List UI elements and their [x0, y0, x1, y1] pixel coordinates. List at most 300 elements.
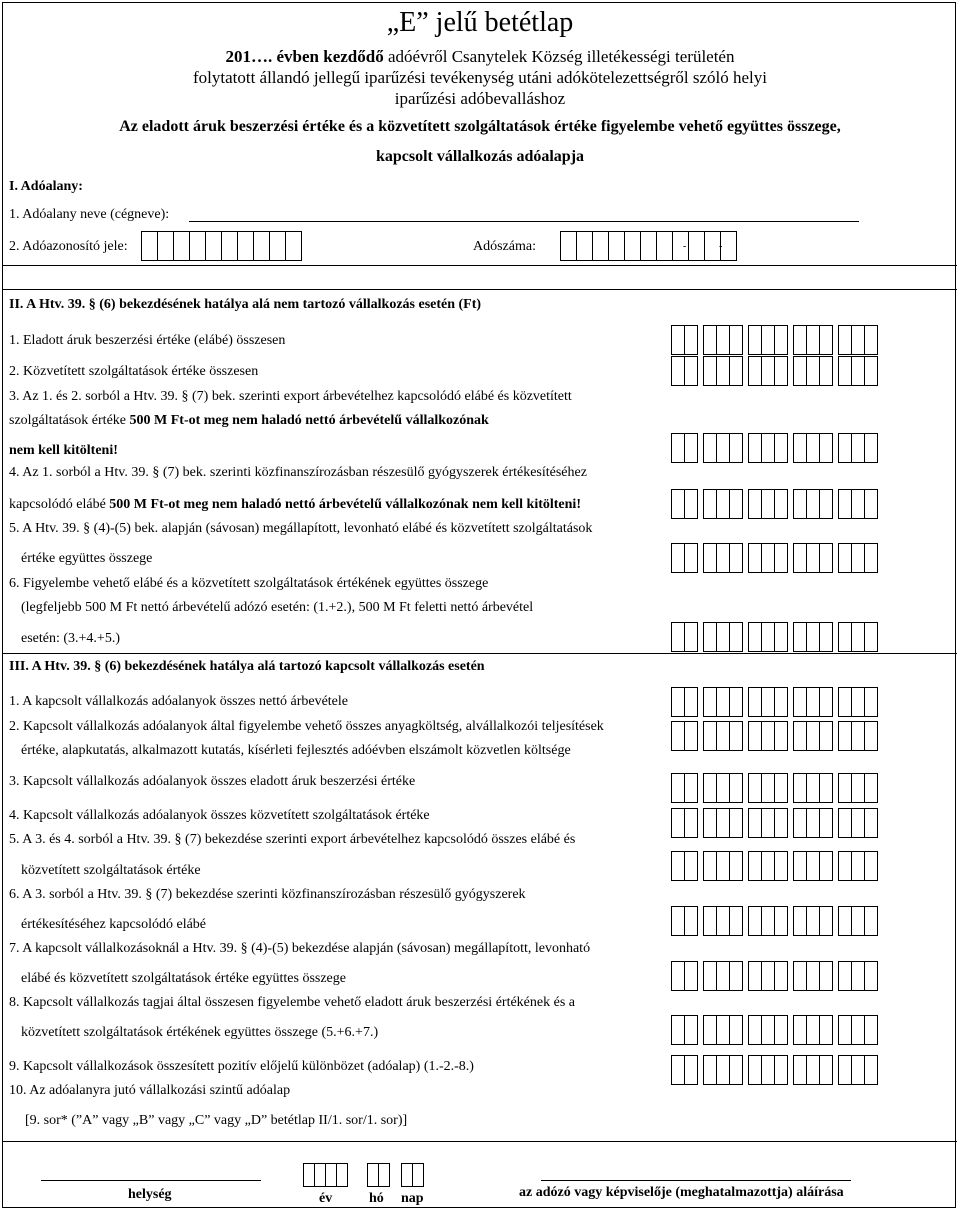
heading-line2: kapcsolt vállalkozás adóalapja: [375, 148, 585, 165]
digit-box[interactable]: [851, 1055, 865, 1085]
digit-box[interactable]: [703, 687, 717, 717]
digit-box[interactable]: [864, 851, 878, 881]
day-label: nap: [401, 1191, 424, 1206]
digit-box[interactable]: [864, 906, 878, 936]
digit-box[interactable]: [851, 489, 865, 519]
amount-box-row[interactable]: [671, 721, 877, 751]
digit-box[interactable]: [774, 721, 788, 751]
s3-row10-label-b: [9. sor* (”A” vagy „B” vagy „C” vagy „D” betétlap II/1. sor/1. sor)]: [25, 1113, 408, 1128]
digit-box[interactable]: [671, 906, 685, 936]
digit-box[interactable]: [671, 325, 685, 355]
digit-box[interactable]: [285, 231, 302, 261]
digit-box[interactable]: [774, 1015, 788, 1045]
s3-row2-label-a: 2. Kapcsolt vállalkozás adóalanyok által figyelembe vehető összes anyagköltség, alvállalkozói teljesítések: [9, 719, 604, 734]
digit-box[interactable]: [851, 906, 865, 936]
digit-box[interactable]: [793, 622, 807, 652]
digit-box[interactable]: [819, 1055, 833, 1085]
digit-box[interactable]: [838, 325, 852, 355]
digit-box[interactable]: [806, 356, 820, 386]
digit-box[interactable]: [774, 543, 788, 573]
s3-row5-label-a: 5. A 3. és 4. sorból a Htv. 39. § (7) bekezdése szerinti export árbevételhez kapcsolódó összes elábé és: [9, 832, 576, 847]
digit-box[interactable]: [793, 851, 807, 881]
digit-box[interactable]: [851, 773, 865, 803]
digit-box[interactable]: [761, 356, 775, 386]
digit-box[interactable]: [838, 961, 852, 991]
digit-box[interactable]: [793, 906, 807, 936]
digit-box[interactable]: [671, 433, 685, 463]
month-label: hó: [369, 1191, 384, 1206]
digit-box[interactable]: [761, 543, 775, 573]
digit-box[interactable]: [748, 687, 762, 717]
digit-box[interactable]: [748, 433, 762, 463]
amount-box-row[interactable]: [671, 356, 877, 386]
digit-box[interactable]: [793, 356, 807, 386]
digit-box[interactable]: [748, 851, 762, 881]
digit-box[interactable]: [774, 356, 788, 386]
digit-box[interactable]: [761, 687, 775, 717]
s3-row7-label-b: elábé és közvetített szolgáltatások értéke együttes összege: [21, 971, 346, 986]
digit-box[interactable]: [729, 543, 743, 573]
digit-box[interactable]: [819, 687, 833, 717]
digit-box[interactable]: [851, 622, 865, 652]
digit-box[interactable]: [819, 773, 833, 803]
tax-number-label: Adószáma:: [473, 239, 536, 254]
digit-box[interactable]: [864, 622, 878, 652]
digit-box[interactable]: [716, 773, 730, 803]
digit-box[interactable]: [221, 231, 238, 261]
digit-box[interactable]: [864, 687, 878, 717]
digit-box[interactable]: [851, 433, 865, 463]
digit-box[interactable]: [703, 808, 717, 838]
digit-box[interactable]: [819, 961, 833, 991]
digit-box[interactable]: [671, 808, 685, 838]
digit-box[interactable]: [671, 1015, 685, 1045]
tax-number-dash-1: -: [683, 241, 687, 252]
digit-box[interactable]: [761, 433, 775, 463]
digit-box[interactable]: [703, 325, 717, 355]
digit-box[interactable]: [671, 721, 685, 751]
digit-box[interactable]: [838, 721, 852, 751]
digit-box[interactable]: [864, 1055, 878, 1085]
digit-box[interactable]: [761, 325, 775, 355]
digit-box[interactable]: [806, 433, 820, 463]
digit-box[interactable]: [173, 231, 190, 261]
digit-box[interactable]: [684, 773, 698, 803]
digit-box[interactable]: [716, 325, 730, 355]
s3-row8-label-b: közvetített szolgáltatások értékének együttes összege (5.+6.+7.): [21, 1025, 379, 1040]
s2-row5-label-b: értéke együttes összege: [21, 551, 153, 566]
digit-box[interactable]: [793, 1015, 807, 1045]
digit-box[interactable]: [864, 325, 878, 355]
digit-box[interactable]: [684, 721, 698, 751]
digit-box[interactable]: [851, 687, 865, 717]
section2-title: II. A Htv. 39. § (6) bekezdésének hatálya alá nem tartozó vállalkozás esetén (Ft): [9, 297, 482, 312]
digit-box[interactable]: [703, 851, 717, 881]
digit-box[interactable]: [774, 433, 788, 463]
digit-box[interactable]: [729, 1055, 743, 1085]
digit-box[interactable]: [729, 687, 743, 717]
digit-box[interactable]: [793, 808, 807, 838]
digit-box[interactable]: [729, 721, 743, 751]
digit-box[interactable]: [624, 231, 641, 261]
digit-box[interactable]: [819, 356, 833, 386]
digit-box[interactable]: [269, 231, 286, 261]
amount-box-row[interactable]: [671, 543, 877, 573]
digit-box[interactable]: [806, 1055, 820, 1085]
digit-box[interactable]: [703, 1055, 717, 1085]
digit-box[interactable]: [748, 325, 762, 355]
digit-box[interactable]: [851, 1015, 865, 1045]
digit-box[interactable]: [838, 622, 852, 652]
digit-box[interactable]: [864, 543, 878, 573]
s2-row1-label: 1. Eladott áruk beszerzési értéke (elábé) összesen: [9, 333, 286, 348]
digit-box[interactable]: [729, 961, 743, 991]
digit-box[interactable]: [716, 721, 730, 751]
amount-box-row[interactable]: [671, 622, 877, 652]
digit-box[interactable]: [729, 489, 743, 519]
digit-box[interactable]: [806, 773, 820, 803]
digit-box[interactable]: [157, 231, 174, 261]
digit-box[interactable]: [761, 489, 775, 519]
digit-box[interactable]: [703, 1015, 717, 1045]
digit-box[interactable]: [703, 433, 717, 463]
digit-box[interactable]: [671, 622, 685, 652]
digit-box[interactable]: [671, 543, 685, 573]
digit-box[interactable]: [716, 622, 730, 652]
digit-box[interactable]: [793, 1055, 807, 1085]
digit-box[interactable]: [703, 489, 717, 519]
digit-box[interactable]: [237, 231, 254, 261]
digit-box[interactable]: [141, 231, 158, 261]
s2-row6-label-a: 6. Figyelembe vehető elábé és a közvetített szolgáltatások értékének együttes összege: [9, 576, 489, 591]
tax-number-dash-2: -: [719, 241, 723, 252]
digit-box[interactable]: [729, 808, 743, 838]
digit-box[interactable]: [684, 543, 698, 573]
digit-box[interactable]: [806, 808, 820, 838]
digit-box[interactable]: [793, 489, 807, 519]
s3-row3-label: 3. Kapcsolt vállalkozás adóalanyok összes eladott áruk beszerzési értéke: [9, 774, 416, 789]
digit-box[interactable]: [806, 1015, 820, 1045]
digit-box[interactable]: [684, 489, 698, 519]
place-line[interactable]: [41, 1180, 261, 1181]
digit-box[interactable]: [729, 773, 743, 803]
digit-box[interactable]: [774, 622, 788, 652]
digit-box[interactable]: [793, 773, 807, 803]
amount-box-row[interactable]: [671, 773, 877, 803]
digit-box[interactable]: [684, 961, 698, 991]
digit-box[interactable]: [671, 687, 685, 717]
digit-box[interactable]: [671, 489, 685, 519]
amount-box-row[interactable]: [671, 433, 877, 463]
digit-box[interactable]: [684, 851, 698, 881]
digit-box[interactable]: [729, 325, 743, 355]
s2-row6-label-b: (legfeljebb 500 M Ft nettó árbevételű adózó esetén: (1.+2.), 500 M Ft feletti nettó árbevétel: [21, 600, 534, 615]
digit-box[interactable]: [703, 356, 717, 386]
amount-box-row[interactable]: [671, 489, 877, 519]
section3-title: III. A Htv. 39. § (6) bekezdésének hatálya alá tartozó kapcsolt vállalkozás esetén: [9, 659, 485, 674]
amount-box-row[interactable]: [671, 906, 877, 936]
amount-box-row[interactable]: [671, 961, 877, 991]
digit-box[interactable]: [748, 808, 762, 838]
digit-box[interactable]: [819, 1015, 833, 1045]
digit-box[interactable]: [703, 961, 717, 991]
digit-box[interactable]: [806, 687, 820, 717]
month-boxes[interactable]: [367, 1163, 389, 1187]
digit-box[interactable]: [716, 851, 730, 881]
tax-number-boxes[interactable]: [560, 231, 736, 261]
digit-box[interactable]: [729, 622, 743, 652]
digit-box[interactable]: [748, 721, 762, 751]
digit-box[interactable]: [774, 851, 788, 881]
digit-box[interactable]: [761, 808, 775, 838]
digit-box[interactable]: [838, 1015, 852, 1045]
section1-title: I. Adóalany:: [9, 179, 83, 194]
digit-box[interactable]: [671, 1055, 685, 1085]
digit-box[interactable]: [774, 325, 788, 355]
digit-box[interactable]: [703, 543, 717, 573]
signature-label: az adózó vagy képviselője (meghatalmazottja) aláírása: [519, 1185, 844, 1200]
year-label: év: [319, 1191, 333, 1206]
s2-row2-label: 2. Közvetített szolgáltatások értéke összesen: [9, 364, 259, 379]
digit-box[interactable]: [412, 1163, 424, 1187]
digit-box[interactable]: [851, 543, 865, 573]
digit-box[interactable]: [806, 622, 820, 652]
digit-box[interactable]: [819, 489, 833, 519]
digit-box[interactable]: [748, 489, 762, 519]
digit-box[interactable]: [748, 622, 762, 652]
s2-row6-label-c: esetén: (3.+4.+5.): [21, 631, 120, 646]
s3-row6-label-b: értékesítéséhez kapcsolódó elábé: [21, 917, 207, 932]
digit-box[interactable]: [838, 489, 852, 519]
s3-row8-label-a: 8. Kapcsolt vállalkozás tagjai által összesen figyelembe vehető eladott áruk beszerzési értékének és a: [9, 995, 575, 1010]
digit-box[interactable]: [774, 773, 788, 803]
digit-box[interactable]: [819, 851, 833, 881]
amount-box-row[interactable]: [671, 808, 877, 838]
digit-box[interactable]: [819, 721, 833, 751]
digit-box[interactable]: [671, 356, 685, 386]
s2-row4-label-b: kapcsolódó elábé 500 M Ft-ot meg nem haladó nettó árbevételű vállalkozónak nem kell kitölteni!: [9, 497, 581, 512]
digit-box[interactable]: [806, 325, 820, 355]
digit-box[interactable]: [748, 773, 762, 803]
page-title: „E” jelű betétlap: [386, 7, 574, 38]
digit-box[interactable]: [716, 543, 730, 573]
digit-box[interactable]: [793, 687, 807, 717]
digit-box[interactable]: [729, 356, 743, 386]
digit-box[interactable]: [864, 1015, 878, 1045]
signature-line[interactable]: [541, 1180, 851, 1181]
digit-box[interactable]: [640, 231, 657, 261]
s2-row4-label-a: 4. Az 1. sorból a Htv. 39. § (7) bek. szerinti közfinanszírozásban részesülő gyógyszerek értékesítéséhez: [9, 465, 587, 480]
digit-box[interactable]: [716, 1055, 730, 1085]
digit-box[interactable]: [806, 961, 820, 991]
digit-box[interactable]: [819, 906, 833, 936]
digit-box[interactable]: [729, 433, 743, 463]
digit-box[interactable]: [819, 433, 833, 463]
digit-box[interactable]: [838, 543, 852, 573]
digit-box[interactable]: [729, 906, 743, 936]
digit-box[interactable]: [716, 808, 730, 838]
digit-box[interactable]: [774, 961, 788, 991]
digit-box[interactable]: [793, 325, 807, 355]
digit-box[interactable]: [838, 687, 852, 717]
digit-box[interactable]: [703, 721, 717, 751]
form-page: [2, 2, 956, 1208]
digit-box[interactable]: [716, 906, 730, 936]
digit-box[interactable]: [838, 433, 852, 463]
digit-box[interactable]: [703, 906, 717, 936]
digit-box[interactable]: [684, 687, 698, 717]
digit-box[interactable]: [716, 961, 730, 991]
digit-box[interactable]: [716, 489, 730, 519]
digit-box[interactable]: [761, 1055, 775, 1085]
heading-line1: Az eladott áruk beszerzési értéke és a közvetített szolgáltatások értéke figyelembe vehető együttes összege,: [119, 118, 841, 135]
s3-row4-label: 4. Kapcsolt vállalkozás adóalanyok összes közvetített szolgáltatások értéke: [9, 808, 430, 823]
digit-box[interactable]: [684, 622, 698, 652]
digit-box[interactable]: [806, 489, 820, 519]
digit-box[interactable]: [748, 1015, 762, 1045]
s2-row3-label-a: 3. Az 1. és 2. sorból a Htv. 39. § (7) bek. szerinti export árbevételhez kapcsolódó elábé és közvetített: [9, 389, 572, 404]
digit-box[interactable]: [672, 231, 689, 261]
digit-box[interactable]: [761, 1015, 775, 1045]
amount-box-row[interactable]: [671, 325, 877, 355]
digit-box[interactable]: [684, 1015, 698, 1045]
digit-box[interactable]: [684, 1055, 698, 1085]
digit-box[interactable]: [793, 433, 807, 463]
digit-box[interactable]: [748, 543, 762, 573]
digit-box[interactable]: [851, 325, 865, 355]
digit-box[interactable]: [774, 906, 788, 936]
digit-box[interactable]: [806, 721, 820, 751]
digit-box[interactable]: [671, 773, 685, 803]
taxpayer-name-label: 1. Adóalany neve (cégneve):: [9, 207, 170, 222]
digit-box[interactable]: [774, 489, 788, 519]
digit-box[interactable]: [761, 622, 775, 652]
digit-box[interactable]: [684, 808, 698, 838]
digit-box[interactable]: [748, 961, 762, 991]
s2-row3-label-b: szolgáltatások értéke 500 M Ft-ot meg nem haladó nettó árbevételű vállalkozónak: [9, 413, 489, 428]
digit-box[interactable]: [838, 808, 852, 838]
digit-box[interactable]: [748, 356, 762, 386]
amount-box-row[interactable]: [671, 1015, 877, 1045]
digit-box[interactable]: [729, 851, 743, 881]
digit-box[interactable]: [688, 231, 705, 261]
digit-box[interactable]: [703, 773, 717, 803]
digit-box[interactable]: [806, 543, 820, 573]
digit-box[interactable]: [576, 231, 593, 261]
digit-box[interactable]: [720, 231, 737, 261]
s3-row6-label-a: 6. A 3. sorból a Htv. 39. § (7) bekezdése szerinti közfinanszírozásban részesülő gyógyszerek: [9, 887, 526, 902]
digit-box[interactable]: [774, 687, 788, 717]
digit-box[interactable]: [851, 961, 865, 991]
digit-box[interactable]: [793, 961, 807, 991]
s3-row1-label: 1. A kapcsolt vállalkozás adóalanyok összes nettó árbevétele: [9, 694, 349, 709]
digit-box[interactable]: [838, 906, 852, 936]
digit-box[interactable]: [748, 906, 762, 936]
digit-box[interactable]: [671, 961, 685, 991]
digit-box[interactable]: [806, 906, 820, 936]
digit-box[interactable]: [864, 356, 878, 386]
digit-box[interactable]: [684, 906, 698, 936]
amount-box-row[interactable]: [671, 1055, 877, 1085]
digit-box[interactable]: [864, 808, 878, 838]
digit-box[interactable]: [684, 325, 698, 355]
digit-box[interactable]: [819, 808, 833, 838]
digit-box[interactable]: [761, 851, 775, 881]
digit-box[interactable]: [189, 231, 206, 261]
digit-box[interactable]: [378, 1163, 390, 1187]
digit-box[interactable]: [656, 231, 673, 261]
digit-box[interactable]: [729, 1015, 743, 1045]
digit-box[interactable]: [684, 433, 698, 463]
s3-row5-label-b: közvetített szolgáltatások értéke: [21, 863, 201, 878]
digit-box[interactable]: [838, 356, 852, 386]
digit-box[interactable]: [608, 231, 625, 261]
digit-box[interactable]: [838, 1055, 852, 1085]
digit-box[interactable]: [671, 851, 685, 881]
s3-row10-label: 10. Az adóalanyra jutó vállalkozási szintű adóalap: [9, 1083, 291, 1098]
digit-box[interactable]: [761, 961, 775, 991]
digit-box[interactable]: [851, 808, 865, 838]
amount-box-row[interactable]: [671, 851, 877, 881]
digit-box[interactable]: [851, 721, 865, 751]
digit-box[interactable]: [336, 1163, 348, 1187]
digit-box[interactable]: [864, 433, 878, 463]
place-label: helység: [128, 1187, 172, 1202]
year-boxes[interactable]: [303, 1163, 347, 1187]
digit-box[interactable]: [748, 1055, 762, 1085]
digit-box[interactable]: [793, 721, 807, 751]
digit-box[interactable]: [716, 1015, 730, 1045]
amount-box-row[interactable]: [671, 687, 877, 717]
day-boxes[interactable]: [401, 1163, 423, 1187]
digit-box[interactable]: [806, 851, 820, 881]
subtitle-line3: iparűzési adóbevalláshoz: [394, 89, 566, 108]
digit-box[interactable]: [774, 808, 788, 838]
digit-box[interactable]: [819, 325, 833, 355]
digit-box[interactable]: [761, 773, 775, 803]
digit-box[interactable]: [838, 851, 852, 881]
digit-box[interactable]: [838, 773, 852, 803]
taxpayer-name-field[interactable]: [189, 221, 859, 222]
digit-box[interactable]: [761, 721, 775, 751]
subtitle-line2: folytatott állandó jellegű iparűzési tevékenység utáni adókötelezettségről szóló helyi: [192, 68, 768, 87]
digit-box[interactable]: [774, 1055, 788, 1085]
digit-box[interactable]: [592, 231, 609, 261]
digit-box[interactable]: [819, 622, 833, 652]
s3-row9-label: 9. Kapcsolt vállalkozások összesített pozitív előjelű különbözet (adóalap) (1.-2.-8.): [9, 1059, 474, 1074]
digit-box[interactable]: [761, 906, 775, 936]
digit-box[interactable]: [205, 231, 222, 261]
digit-box[interactable]: [703, 622, 717, 652]
digit-box[interactable]: [851, 356, 865, 386]
tax-id-boxes[interactable]: [141, 231, 301, 261]
digit-box[interactable]: [560, 231, 577, 261]
digit-box[interactable]: [716, 687, 730, 717]
digit-box[interactable]: [864, 489, 878, 519]
digit-box[interactable]: [684, 356, 698, 386]
digit-box[interactable]: [864, 773, 878, 803]
s3-row2-label-b: értéke, alapkutatás, alkalmazott kutatás, kísérleti fejlesztés adóévben elszámolt közvetlen költsége: [21, 743, 571, 758]
digit-box[interactable]: [864, 961, 878, 991]
digit-box[interactable]: [253, 231, 270, 261]
s2-row5-label-a: 5. A Htv. 39. § (4)-(5) bek. alapján (sávosan) megállapított, levonható elábé és közvetített szolgáltatások: [9, 521, 593, 536]
digit-box[interactable]: [793, 543, 807, 573]
digit-box[interactable]: [716, 433, 730, 463]
digit-box[interactable]: [716, 356, 730, 386]
digit-box[interactable]: [851, 851, 865, 881]
digit-box[interactable]: [864, 721, 878, 751]
digit-box[interactable]: [819, 543, 833, 573]
